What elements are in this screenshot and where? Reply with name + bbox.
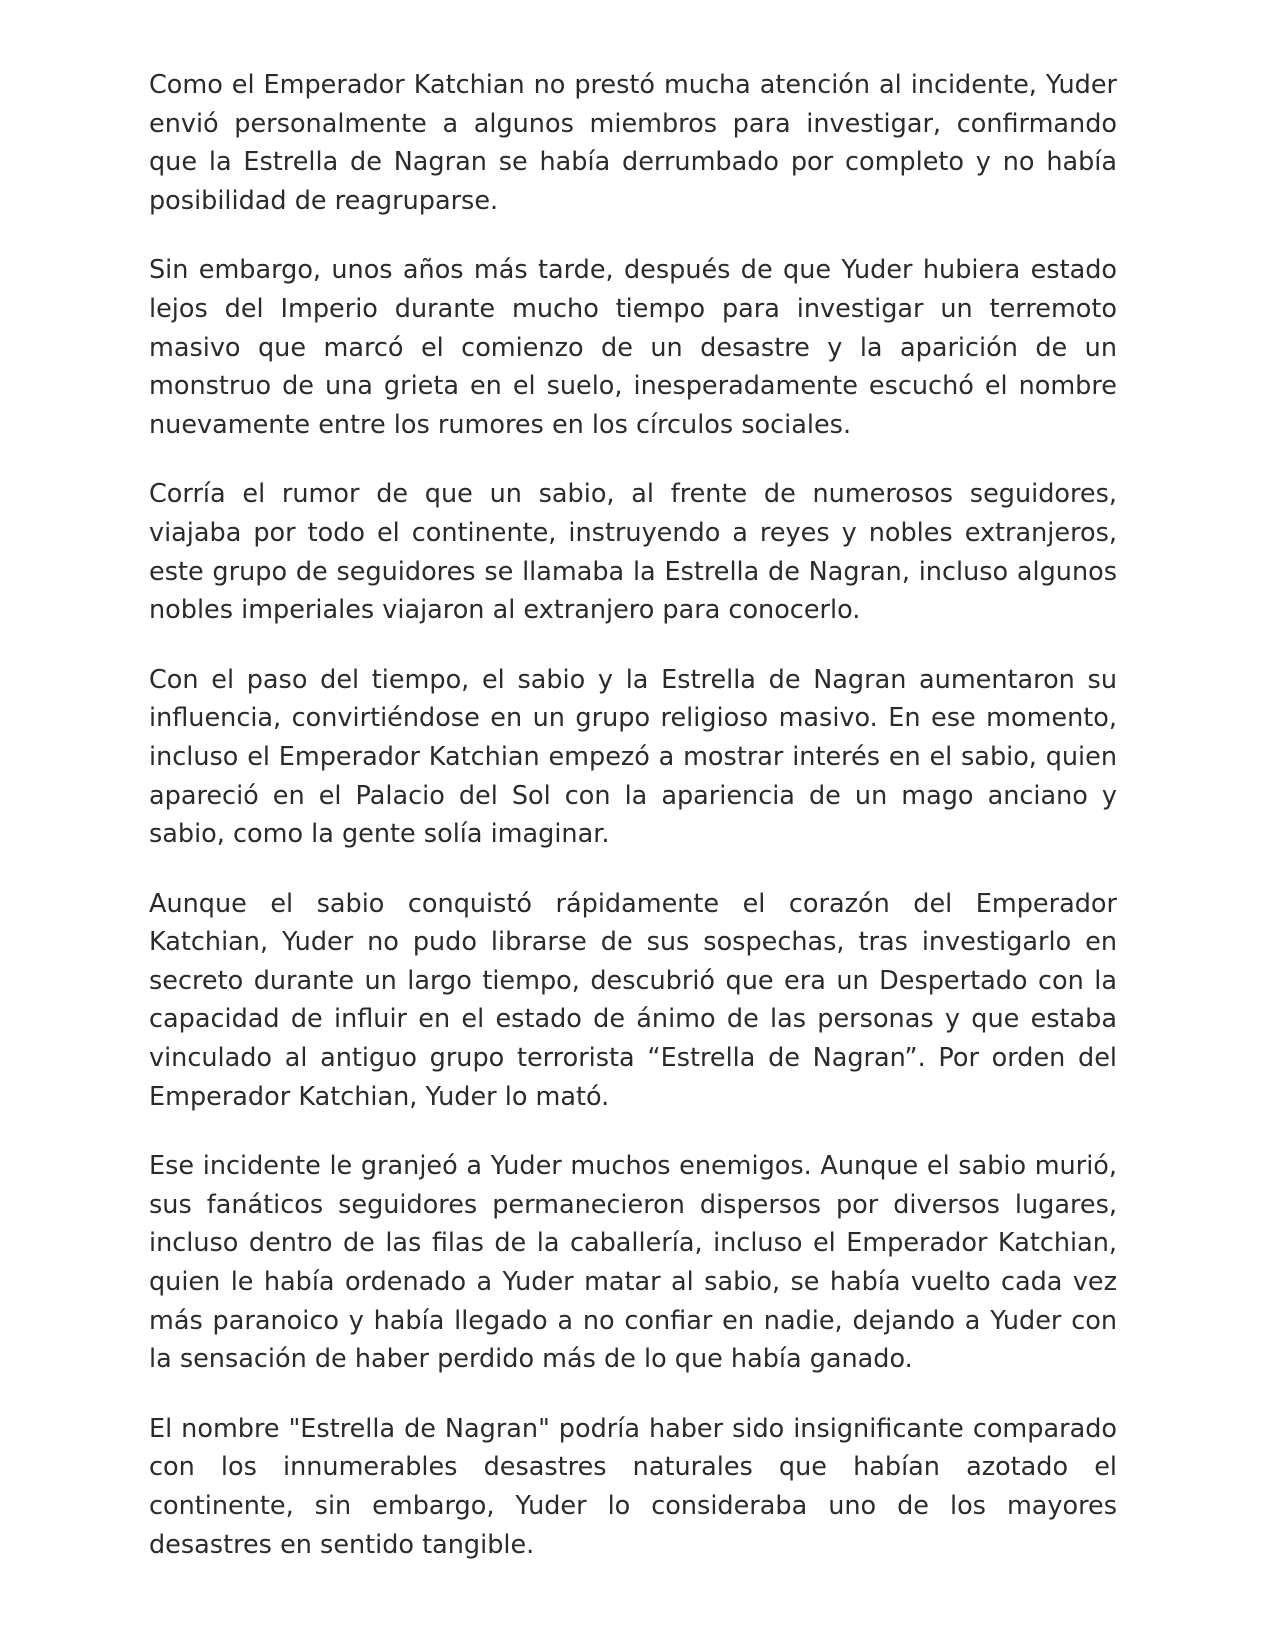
document-page bbox=[149, 66, 1117, 1595]
paragraph: Con el paso del tiempo, el sabio y la Estrella de Nagran aumentaron su influencia, convirtiéndose en un grupo religioso masivo. En ese momento, incluso el Emperador Katchian empezó a mostrar interés en el sabio, quien apareció en el Palacio del Sol con la apariencia de un mago anciano y sabio, como la gente solía imaginar. bbox=[149, 664, 1117, 850]
paragraph: Corría el rumor de que un sabio, al frente de numerosos seguidores, viajaba por todo el continente, instruyendo a reyes y nobles extranjeros, este grupo de seguidores se llamaba la Estrella de Nagran, incluso algunos nobles imperiales viajaron al extranjero para conocerlo. bbox=[149, 479, 1117, 626]
paragraph: Aunque el sabio conquistó rápidamente el corazón del Emperador Katchian, Yuder no pudo librarse de sus sospechas, tras investigarlo en secreto durante un largo tiempo, descubrió que era un Despertado con la capacidad de influir en el estado de ánimo de las personas y que estaba vinculado al antiguo grupo terrorista “Estrella de Nagran”. Por orden del Emperador Katchian, Yuder lo mató. bbox=[149, 888, 1117, 1112]
paragraph: Sin embargo, unos años más tarde, después de que Yuder hubiera estado lejos del Imperio durante mucho tiempo para investigar un terremoto masivo que marcó el comienzo de un desastre y la aparición de un monstruo de una grieta en el suelo, inesperadamente escuchó el nombre nuevamente entre los rumores en los círculos sociales. bbox=[149, 255, 1117, 440]
paragraph: Como el Emperador Katchian no prestó mucha atención al incidente, Yuder envió personalmente a algunos miembros para investigar, confirmando que la Estrella de Nagran se había derrumbado por completo y no había posibilidad de reagruparse. bbox=[149, 70, 1117, 216]
paragraph: El nombre "Estrella de Nagran" podría haber sido insignificante comparado con los innumerables desastres naturales que habían azotado el continente, sin embargo, Yuder lo consideraba uno de los mayores desastres en sentido tangible. bbox=[149, 1413, 1117, 1560]
paragraph: Ese incidente le granjeó a Yuder muchos enemigos. Aunque el sabio murió, sus fanáticos seguidores permanecieron dispersos por diversos lugares, incluso dentro de las filas de la caballería, incluso el Emperador Katchian, quien le había ordenado a Yuder matar al sabio, se había vuelto cada vez más paranoico y había llegado a no confiar en nadie, dejando a Yuder con la sensación de haber perdido más de lo que había ganado. bbox=[149, 1151, 1117, 1375]
